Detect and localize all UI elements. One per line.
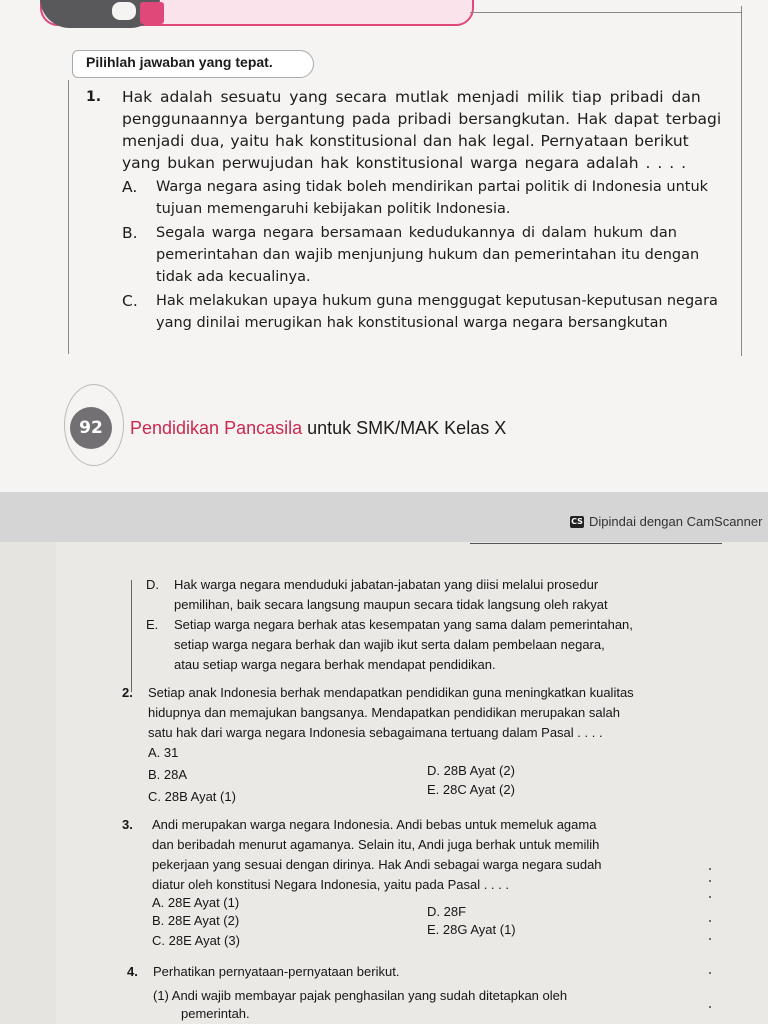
option-text-line: pemilihan, baik secara langsung maupun secara tidak langsung oleh rakyat — [174, 597, 608, 612]
option-text-line: atau setiap warga negara berhak mendapat pendidikan. — [174, 657, 496, 672]
option-text-line: Warga negara asing tidak boleh mendirikan partai politik di Indonesia untuk — [156, 179, 709, 195]
question-text-line: diatur oleh konstitusi Negara Indonesia, yaitu pada Pasal . . . . — [152, 877, 509, 892]
answer-option-b: B. 28A — [148, 767, 188, 782]
instruction-text: Pilihlah jawaban yang tepat. — [86, 54, 273, 70]
option-text-line: Setiap warga negara berhak atas kesempatan yang sama dalam pemerintahan, — [174, 617, 633, 632]
scan-dot — [709, 1006, 711, 1008]
question-text-line: Hak adalah sesuatu yang secara mutlak menjadi milik tiap pribadi dan — [122, 88, 701, 106]
book-title-highlight: Pendidikan Pancasila — [130, 418, 303, 438]
scan-dot — [709, 868, 711, 870]
answer-option-a: A. 31 — [148, 745, 179, 760]
option-text-line: tidak ada kecualinya. — [156, 269, 311, 285]
statement-text-line: (1) Andi wajib membayar pajak penghasilan yang sudah ditetapkan oleh — [153, 988, 568, 1003]
question-text-line: menjadi dua, yaitu hak konstitusional dan hak legal. Pernyataan berikut — [122, 132, 689, 150]
book-title — [130, 418, 506, 439]
camscanner-watermark: Dipindai dengan CamScanner — [589, 514, 763, 529]
question-number: 1. — [86, 89, 102, 105]
bottom-page — [56, 542, 768, 1024]
option-letter: D. — [146, 577, 159, 592]
question-number: 2. — [122, 685, 133, 700]
frame-line-left — [68, 80, 69, 354]
book-title-rest: untuk SMK/MAK Kelas X — [302, 418, 507, 438]
option-text-line: setiap warga negara berhak dan wajib ikut serta dalam pembelaan negara, — [174, 637, 605, 652]
option-text-line: Segala warga negara bersamaan kedudukannya di dalam hukum dan — [156, 225, 677, 241]
question-text-line: Setiap anak Indonesia berhak mendapatkan pendidikan guna meningkatkan kualitas — [148, 685, 634, 700]
statement-text-line: pemerintah. — [181, 1006, 250, 1021]
frame-line-top — [470, 12, 742, 13]
option-letter: B. — [122, 224, 138, 242]
answer-option-c: C. 28B Ayat (1) — [148, 789, 236, 804]
header-icon — [140, 2, 164, 24]
question-text-line: satu hak dari warga negara Indonesia sebagaimana tertuang dalam Pasal . . . . — [148, 725, 603, 740]
bottom-frame-left — [131, 580, 132, 692]
scan-dot — [709, 896, 711, 898]
question-text-line: dan beribadah menurut agamanya. Selain itu, Andi juga berhak untuk memilih — [152, 837, 600, 852]
option-text-line: pemerintahan dan wajib menjunjung hukum dan pemerintahan itu dengan — [156, 247, 700, 263]
scan-dot — [709, 920, 711, 922]
option-text-line: tujuan memengaruhi kebijakan politik Indonesia. — [156, 201, 511, 217]
answer-option-b: B. 28E Ayat (2) — [152, 913, 240, 928]
question-number: 3. — [122, 817, 133, 832]
bottom-page-rule — [470, 543, 722, 544]
question-text-line: penggunaannya bergantung pada pribadi bersangkutan. Hak dapat terbagi — [122, 110, 722, 128]
question-text-line: yang bukan perwujudan hak konstitusional warga negara adalah . . . . — [122, 154, 686, 172]
camscanner-logo-icon: CS — [571, 517, 583, 526]
answer-option-d: D. 28F — [427, 904, 467, 919]
answer-option-a: A. 28E Ayat (1) — [152, 895, 240, 910]
option-text-line: Hak melakukan upaya hukum guna menggugat keputusan-keputusan negara — [156, 293, 718, 309]
answer-option-e: E. 28C Ayat (2) — [427, 782, 515, 797]
page-number-badge: 92 — [70, 407, 112, 449]
option-text-line: yang dinilai merugikan hak konstitusional warga negara bersangkutan — [156, 315, 668, 331]
question-text-line: pekerjaan yang sesuai dengan dirinya. Hak Andi sebagai warga negara sudah — [152, 857, 602, 872]
frame-line-right — [741, 6, 742, 356]
answer-option-d: D. 28B Ayat (2) — [427, 763, 515, 778]
scan-dot — [709, 880, 711, 882]
option-text-line: Hak warga negara menduduki jabatan-jabatan yang diisi melalui prosedur — [174, 577, 599, 592]
scan-dot — [709, 938, 711, 940]
answer-option-e: E. 28G Ayat (1) — [427, 922, 516, 937]
question-number: 4. — [127, 964, 138, 979]
option-letter: A. — [122, 178, 138, 196]
answer-option-c: C. 28E Ayat (3) — [152, 933, 240, 948]
question-text-line: hidupnya dan memajukan bangsanya. Mendapatkan pendidikan merupakan salah — [148, 705, 620, 720]
option-letter: E. — [146, 617, 159, 632]
scan-dot — [709, 972, 711, 974]
question-text-line: Andi merupakan warga negara Indonesia. Andi bebas untuk memeluk agama — [152, 817, 597, 832]
question-text-line: Perhatikan pernyataan-pernyataan berikut. — [153, 964, 400, 979]
option-letter: C. — [122, 292, 138, 310]
